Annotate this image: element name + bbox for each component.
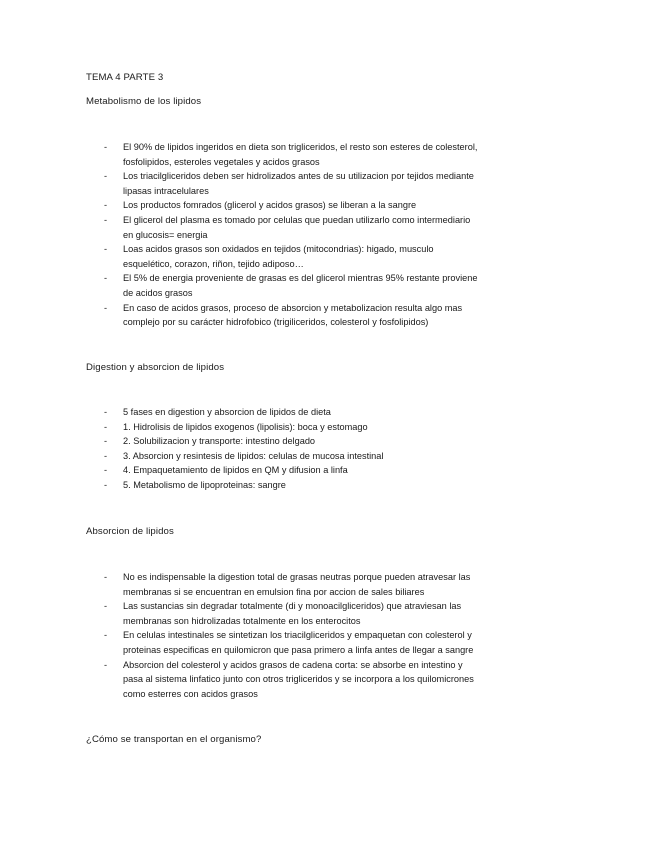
list-item-text: como esterres con acidos grasos bbox=[123, 688, 258, 699]
bullet-dash: - bbox=[104, 302, 108, 313]
section-title-transporte: ¿Cómo se transportan en el organismo? bbox=[86, 734, 262, 745]
list-item-text: Los productos fomrados (glicerol y acidos grasos) se liberan a la sangre bbox=[123, 200, 417, 211]
list-item bbox=[86, 169, 526, 198]
list-item-text: en glucosis= energia bbox=[123, 229, 208, 240]
list-item-text: 4. Empaquetamiento de lipidos en QM y difusion a linfa bbox=[123, 465, 348, 476]
list-item-text: Las sustancias sin degradar totalmente (di y monoacilgliceridos) que atraviesan las bbox=[123, 601, 462, 612]
bullet-dash: - bbox=[104, 630, 108, 641]
list-item-text: Loas acidos grasos son oxidados en tejidos (mitocondrias): higado, musculo bbox=[123, 244, 434, 255]
list-item bbox=[86, 301, 526, 330]
list-item-text: Los triacilgliceridos deben ser hidrolizados antes de su utilizacion por tejidos mediante bbox=[123, 171, 474, 182]
bullet-dash: - bbox=[104, 171, 108, 182]
list-item-text: lipasas intracelulares bbox=[123, 185, 209, 196]
bullet-dash: - bbox=[104, 436, 108, 447]
list-item bbox=[86, 213, 526, 242]
list-item bbox=[86, 658, 526, 702]
list-item-text: El glicerol del plasma es tomado por celulas que puedan utilizarlo como intermediario bbox=[123, 214, 471, 225]
list-item bbox=[86, 140, 526, 169]
bullet-dash: - bbox=[104, 200, 108, 211]
section-title-absorcion: Absorcion de lipidos bbox=[86, 526, 174, 537]
list-item-text: 5 fases en digestion y absorcion de lipidos de dieta bbox=[123, 407, 331, 417]
list-item bbox=[86, 463, 526, 478]
bullet-list-metabolismo bbox=[86, 140, 526, 330]
list-item-text: 5. Metabolismo de lipoproteinas: sangre bbox=[123, 479, 286, 490]
list-item-text: complejo por su carácter hidrofobico (trigiliceridos, colesterol y fosfolipidos) bbox=[123, 317, 429, 328]
section-title-digestion: Digestion y absorcion de lipidos bbox=[86, 362, 225, 373]
list-item-text: En caso de acidos grasos, proceso de absorcion y metabolizacion resulta algo mas bbox=[123, 302, 463, 313]
list-item bbox=[86, 242, 526, 271]
list-item-text: de acidos grasos bbox=[123, 287, 193, 298]
list-item bbox=[86, 628, 526, 657]
bullet-dash: - bbox=[104, 421, 108, 432]
list-item bbox=[86, 570, 526, 599]
list-item-text: esquelético, corazon, riñon, tejido adiposo… bbox=[123, 258, 304, 269]
list-item bbox=[86, 420, 526, 435]
bullet-dash: - bbox=[104, 407, 108, 417]
document-title: TEMA 4 PARTE 3 bbox=[86, 72, 164, 83]
list-item-text: No es indispensable la digestion total de grasas neutras porque pueden atravesar las bbox=[123, 572, 471, 582]
list-item-text: membranas si se encuentran en emulsion fina por accion de sales biliares bbox=[123, 586, 425, 597]
bullet-dash: - bbox=[104, 465, 108, 476]
list-item-text: El 90% de lipidos ingeridos en dieta son trigliceridos, el resto son esteres de colesterol, bbox=[123, 142, 478, 152]
bullet-dash: - bbox=[104, 450, 108, 461]
bullet-dash: - bbox=[104, 273, 108, 284]
bullet-dash: - bbox=[104, 601, 108, 612]
list-item bbox=[86, 198, 526, 213]
bullet-dash: - bbox=[104, 214, 108, 225]
bullet-dash: - bbox=[104, 142, 108, 152]
list-item-text: En celulas intestinales se sintetizan los triacilgliceridos y empaquetan con colesterol y bbox=[123, 630, 472, 641]
list-item-text: proteinas especificas en quilomicron que pasa primero a linfa antes de llegar a sangre bbox=[123, 644, 474, 655]
list-item bbox=[86, 599, 526, 628]
section-title-metabolismo: Metabolismo de los lipidos bbox=[86, 96, 202, 107]
list-item bbox=[86, 271, 526, 300]
list-item-text: 3. Absorcion y resintesis de lipidos: celulas de mucosa intestinal bbox=[123, 450, 384, 461]
list-item-text: 1. Hidrolisis de lipidos exogenos (lipolisis): boca y estomago bbox=[123, 421, 368, 432]
list-item-text: pasa al sistema linfatico junto con otros trigliceridos y se incorpora a los quilomicrones bbox=[123, 674, 474, 685]
bullet-dash: - bbox=[104, 244, 108, 255]
list-item-text: fosfolipidos, esteroles vegetales y acidos grasos bbox=[123, 156, 320, 167]
bullet-dash: - bbox=[104, 479, 108, 490]
bullet-list-digestion bbox=[86, 405, 526, 493]
list-item bbox=[86, 478, 526, 493]
bullet-dash: - bbox=[104, 659, 108, 670]
list-item bbox=[86, 449, 526, 464]
list-item-text: membranas son hidrolizadas totalmente en los enterocitos bbox=[123, 615, 361, 626]
list-item-text: 2. Solubilizacion y transporte: intestino delgado bbox=[123, 436, 316, 447]
bullet-list-absorcion bbox=[86, 570, 526, 701]
bullet-dash: - bbox=[104, 572, 108, 582]
list-item-text: Absorcion del colesterol y acidos grasos de cadena corta: se absorbe en intestino y bbox=[123, 659, 463, 670]
list-item bbox=[86, 405, 526, 420]
list-item bbox=[86, 434, 526, 449]
list-item-text: El 5% de energia proveniente de grasas es del glicerol mientras 95% restante proviene bbox=[123, 273, 478, 284]
